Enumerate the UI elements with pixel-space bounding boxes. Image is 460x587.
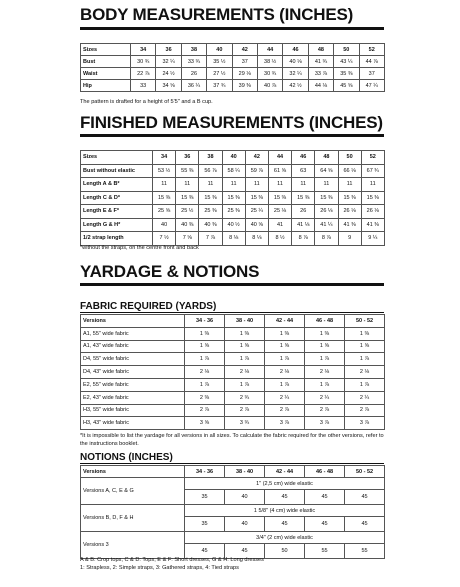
table-cell: 45 [345, 517, 385, 532]
table-cell: 15 ⅜ [176, 191, 199, 205]
table-cell: 2 ⅞ [185, 404, 225, 417]
column-header-size: 40 [207, 44, 232, 56]
table-cell: 3 ⅞ [305, 417, 345, 430]
table-cell: 3 ⅞ [265, 417, 305, 430]
column-header-size: 34 [131, 44, 156, 56]
row-label: E2, 55" wide fabric [81, 378, 185, 391]
table-row [81, 366, 385, 379]
table-cell: 2 ⅜ [185, 391, 225, 404]
table-cell: 40 ⅛ [283, 56, 308, 68]
table-cell: 2 ⅞ [225, 404, 265, 417]
table-cell: 11 [315, 178, 338, 192]
row-label: D4, 43" wide fabric [81, 366, 185, 379]
table-cell: 55 ⅜ [176, 164, 199, 178]
table-cell: 26 ⅛ [338, 205, 361, 219]
elastic-caption: 3/4" (2 cm) wide elastic [185, 532, 385, 544]
table-cell: 40 ½ [222, 218, 245, 232]
notions-title: NOTIONS (INCHES) [80, 452, 173, 463]
table-cell: 1 ⅞ [185, 378, 225, 391]
column-header-size: 42 [245, 151, 268, 165]
notions-table [80, 465, 385, 559]
table-row [81, 164, 385, 178]
table-cell: 55 [305, 544, 345, 559]
title-rule [80, 283, 384, 286]
table-cell: 36 ¼ [181, 80, 206, 92]
table-row [81, 417, 385, 430]
finished-measurements-table [80, 150, 385, 246]
table-cell: 1 ⅝ [225, 340, 265, 353]
column-header-size: 50 - 52 [345, 466, 385, 478]
fabric-required-title: FABRIC REQUIRED (YARDS) [80, 301, 217, 312]
table-cell: 44 ⅞ [359, 56, 384, 68]
table-cell: 27 ½ [207, 68, 232, 80]
table-cell: 1 ⅜ [225, 327, 265, 340]
notion-caption-row [81, 478, 385, 490]
table-row [81, 327, 385, 340]
table-row [81, 218, 385, 232]
table-cell: 8 ½ [268, 232, 291, 246]
row-label: Length A & B* [81, 178, 153, 192]
table-cell: 45 [305, 517, 345, 532]
table-cell: 37 ¾ [207, 80, 232, 92]
elastic-caption: 1 5/8" (4 cm) wide elastic [185, 505, 385, 517]
table-row [81, 56, 385, 68]
row-label: H3, 55" wide fabric [81, 404, 185, 417]
table-cell: 61 ⅝ [268, 164, 291, 178]
column-header-size: 38 - 40 [225, 315, 265, 328]
table-cell: 45 [305, 490, 345, 505]
table-row [81, 205, 385, 219]
table-cell: 15 ⅜ [361, 191, 384, 205]
row-label: Bust without elastic [81, 164, 153, 178]
column-header-size: 46 [292, 151, 315, 165]
table-cell: 8 ⅛ [222, 232, 245, 246]
column-header-size: 44 [257, 44, 282, 56]
title-rule [80, 27, 384, 30]
column-header-label: Versions [81, 315, 185, 328]
table-cell: 34 ⅝ [156, 80, 181, 92]
table-cell: 2 ¾ [225, 391, 265, 404]
column-header-size: 46 - 48 [305, 466, 345, 478]
table-cell: 7 ⅝ [176, 232, 199, 246]
table-cell: 3 ¾ [225, 417, 265, 430]
table-cell: 26 [181, 68, 206, 80]
table-cell: 45 [345, 490, 385, 505]
table-cell: 55 [345, 544, 385, 559]
table-cell: 66 ⅛ [338, 164, 361, 178]
table-cell: 15 ⅜ [153, 191, 176, 205]
table-cell: 38 ½ [257, 56, 282, 68]
table-cell: 9 [338, 232, 361, 246]
table-cell: 3 ⅞ [345, 417, 385, 430]
table-row [81, 178, 385, 192]
fabric-required-table [80, 314, 385, 430]
table-cell: 1 ⅞ [225, 378, 265, 391]
table-row [81, 80, 385, 92]
column-header-size: 46 - 48 [305, 315, 345, 328]
table-cell: 2 ⅛ [305, 366, 345, 379]
table-cell: 40 [225, 490, 265, 505]
column-header-size: 48 [315, 151, 338, 165]
table-cell: 2 ⅛ [345, 366, 385, 379]
row-label: A1, 55" wide fabric [81, 327, 185, 340]
table-cell: 2 ⅞ [265, 404, 305, 417]
table-cell: 59 ⅞ [245, 164, 268, 178]
table-cell: 40 ⅜ [199, 218, 222, 232]
table-cell: 45 [265, 490, 305, 505]
column-header-size: 42 - 44 [265, 466, 305, 478]
table-cell: 43 ¼ [334, 56, 359, 68]
table-cell: 3 ⅝ [185, 417, 225, 430]
table-cell: 35 [185, 517, 225, 532]
table-cell: 8 ⅞ [292, 232, 315, 246]
table-cell: 53 ½ [153, 164, 176, 178]
table-cell: 37 [232, 56, 257, 68]
table-row [81, 391, 385, 404]
table-cell: 8 ⅞ [315, 232, 338, 246]
column-header-size: 36 [156, 44, 181, 56]
subtitle-rule [80, 463, 384, 464]
column-header-label: Sizes [81, 151, 153, 165]
table-row [81, 353, 385, 366]
table-cell: 1 ⅞ [265, 378, 305, 391]
table-cell: 11 [361, 178, 384, 192]
yardage-title: YARDAGE & NOTIONS [80, 262, 260, 281]
table-cell: 40 [225, 517, 265, 532]
table-cell: 29 ⅛ [232, 68, 257, 80]
column-header-label: Sizes [81, 44, 131, 56]
table-cell: 67 ¾ [361, 164, 384, 178]
legend-line-1: A & B: Crop tops, C & D: Tops, E & F: Short dresses, G & H: Long dresses [80, 557, 264, 563]
table-cell: 9 ¼ [361, 232, 384, 246]
table-cell: 33 [131, 80, 156, 92]
table-cell: 2 ⅞ [345, 404, 385, 417]
table-cell: 1 ⅞ [345, 353, 385, 366]
row-label: Length C & D* [81, 191, 153, 205]
table-cell: 11 [199, 178, 222, 192]
notion-version-label: Versions A, C, E & G [81, 478, 185, 505]
table-cell: 1 ⅞ [225, 353, 265, 366]
table-cell: 1 ⅞ [265, 353, 305, 366]
table-row [81, 191, 385, 205]
table-cell: 1 ⅞ [345, 378, 385, 391]
finished-measurements-title: FINISHED MEASUREMENTS (INCHES) [80, 113, 383, 132]
elastic-caption: 1" (2,5 cm) wide elastic [185, 478, 385, 490]
column-header-size: 42 [232, 44, 257, 56]
table-cell: 35 ⅜ [334, 68, 359, 80]
fabric-note: *It is impossible to list the yardage for all versions in all sizes. To calculate the fabric required for the other versions, refer to the instructions booklet. [80, 433, 384, 447]
table-cell: 15 ⅜ [315, 191, 338, 205]
column-header-size: 36 [176, 151, 199, 165]
table-row [81, 340, 385, 353]
header-row [81, 466, 385, 478]
row-label: E2, 43" wide fabric [81, 391, 185, 404]
column-header-size: 42 - 44 [265, 315, 305, 328]
table-cell: 1 ⅞ [185, 353, 225, 366]
column-header-size: 44 [268, 151, 291, 165]
column-header-size: 40 [222, 151, 245, 165]
notion-caption-row [81, 532, 385, 544]
body-note: The pattern is drafted for a height of 5'5" and a B cup. [80, 99, 213, 105]
table-cell: 45 ⅝ [334, 80, 359, 92]
table-cell: 25 ½ [176, 205, 199, 219]
finished-note: *without the straps, on the centre front and back [80, 245, 199, 251]
table-cell: 11 [176, 178, 199, 192]
table-cell: 7 ⅞ [199, 232, 222, 246]
table-cell: 37 [359, 68, 384, 80]
table-cell: 41 ⅛ [292, 218, 315, 232]
column-header-size: 50 - 52 [345, 315, 385, 328]
table-cell: 15 ⅜ [222, 191, 245, 205]
versions-legend [80, 557, 384, 572]
column-header-label: Versions [81, 466, 185, 478]
table-cell: 1 ⅝ [345, 340, 385, 353]
table-cell: 1 ⅝ [265, 340, 305, 353]
notion-caption-row [81, 505, 385, 517]
legend-line-2: 1: Strapless, 2: Simple straps, 3: Gathered straps, 4: Tied straps [80, 564, 239, 571]
table-row [81, 68, 385, 80]
row-label: Bust [81, 56, 131, 68]
column-header-size: 38 - 40 [225, 466, 265, 478]
body-measurements-table [80, 43, 385, 92]
table-row [81, 378, 385, 391]
table-cell: 56 ⅞ [199, 164, 222, 178]
header-row [81, 151, 385, 165]
column-header-size: 52 [361, 151, 384, 165]
row-label: 1/2 strap length [81, 232, 153, 246]
row-label: D4, 55" wide fabric [81, 353, 185, 366]
notion-version-label: Versions 3 [81, 532, 185, 559]
table-cell: 41 ⅜ [361, 218, 384, 232]
table-cell: 1 ⅝ [305, 340, 345, 353]
table-cell: 2 ⅛ [265, 366, 305, 379]
table-cell: 26 ⅛ [315, 205, 338, 219]
column-header-size: 48 [308, 44, 333, 56]
table-cell: 8 ⅛ [245, 232, 268, 246]
column-header-size: 52 [359, 44, 384, 56]
table-cell: 41 ¾ [308, 56, 333, 68]
table-cell: 1 ⅝ [185, 340, 225, 353]
table-cell: 24 ½ [156, 68, 181, 80]
table-cell: 1 ⅞ [305, 353, 345, 366]
column-header-size: 50 [334, 44, 359, 56]
table-cell: 11 [338, 178, 361, 192]
table-cell: 26 [292, 205, 315, 219]
table-cell: 25 ⅜ [222, 205, 245, 219]
table-cell: 45 [265, 517, 305, 532]
table-cell: 41 ⅜ [338, 218, 361, 232]
table-cell: 7 ½ [153, 232, 176, 246]
table-cell: 25 ¼ [245, 205, 268, 219]
table-cell: 1 ⅜ [305, 327, 345, 340]
column-header-size: 38 [181, 44, 206, 56]
table-row [81, 404, 385, 417]
table-cell: 40 [153, 218, 176, 232]
table-cell: 15 ⅜ [245, 191, 268, 205]
table-cell: 50 [265, 544, 305, 559]
table-cell: 41 ¼ [315, 218, 338, 232]
body-measurements-title: BODY MEASUREMENTS (INCHES) [80, 5, 354, 24]
table-row [81, 232, 385, 246]
row-label: Hip [81, 80, 131, 92]
table-cell: 40 ⅝ [245, 218, 268, 232]
table-cell: 35 ½ [207, 56, 232, 68]
column-header-size: 46 [283, 44, 308, 56]
column-header-size: 38 [199, 151, 222, 165]
table-cell: 15 ⅜ [199, 191, 222, 205]
table-cell: 2 ⅛ [225, 366, 265, 379]
table-cell: 1 ⅜ [265, 327, 305, 340]
table-cell: 41 [268, 218, 291, 232]
table-cell: 11 [245, 178, 268, 192]
table-cell: 15 ⅜ [292, 191, 315, 205]
row-label: Length E & F* [81, 205, 153, 219]
header-row [81, 44, 385, 56]
table-cell: 32 ¼ [156, 56, 181, 68]
notion-version-label: Versions B, D, F & H [81, 505, 185, 532]
table-cell: 2 ⅛ [185, 366, 225, 379]
table-cell: 11 [268, 178, 291, 192]
table-cell: 45 [185, 544, 225, 559]
table-cell: 22 ⅞ [131, 68, 156, 80]
table-cell: 2 ⅞ [305, 404, 345, 417]
table-cell: 25 ⅜ [199, 205, 222, 219]
table-cell: 2 ¼ [305, 391, 345, 404]
table-cell: 40 ⅜ [176, 218, 199, 232]
table-cell: 25 ⅝ [153, 205, 176, 219]
row-label: A1, 43" wide fabric [81, 340, 185, 353]
table-cell: 11 [222, 178, 245, 192]
table-cell: 40 ⅞ [257, 80, 282, 92]
table-cell: 26 ⅛ [361, 205, 384, 219]
table-cell: 25 ⅛ [268, 205, 291, 219]
table-cell: 11 [292, 178, 315, 192]
table-cell: 33 ⅞ [308, 68, 333, 80]
table-cell: 63 [292, 164, 315, 178]
row-label: Waist [81, 68, 131, 80]
column-header-size: 34 - 36 [185, 315, 225, 328]
table-cell: 47 ¼ [359, 80, 384, 92]
table-cell: 64 ⅝ [315, 164, 338, 178]
column-header-size: 34 [153, 151, 176, 165]
table-cell: 35 [185, 490, 225, 505]
table-cell: 45 [225, 544, 265, 559]
header-row [81, 315, 385, 328]
table-cell: 15 ⅜ [338, 191, 361, 205]
column-header-size: 50 [338, 151, 361, 165]
table-cell: 42 ½ [283, 80, 308, 92]
table-cell: 11 [153, 178, 176, 192]
title-rule [80, 134, 384, 137]
table-cell: 30 ¾ [131, 56, 156, 68]
table-cell: 33 ¾ [181, 56, 206, 68]
row-label: H3, 43" wide fabric [81, 417, 185, 430]
table-cell: 1 ⅜ [185, 327, 225, 340]
table-cell: 2 ¼ [265, 391, 305, 404]
table-cell: 2 ¼ [345, 391, 385, 404]
table-cell: 1 ⅜ [345, 327, 385, 340]
table-cell: 1 ⅞ [305, 378, 345, 391]
table-cell: 44 ⅛ [308, 80, 333, 92]
subtitle-rule [80, 312, 384, 313]
table-cell: 30 ¾ [257, 68, 282, 80]
column-header-size: 34 - 36 [185, 466, 225, 478]
row-label: Length G & H* [81, 218, 153, 232]
table-cell: 58 ¼ [222, 164, 245, 178]
table-cell: 15 ⅜ [268, 191, 291, 205]
table-cell: 39 ⅜ [232, 80, 257, 92]
table-cell: 32 ¼ [283, 68, 308, 80]
